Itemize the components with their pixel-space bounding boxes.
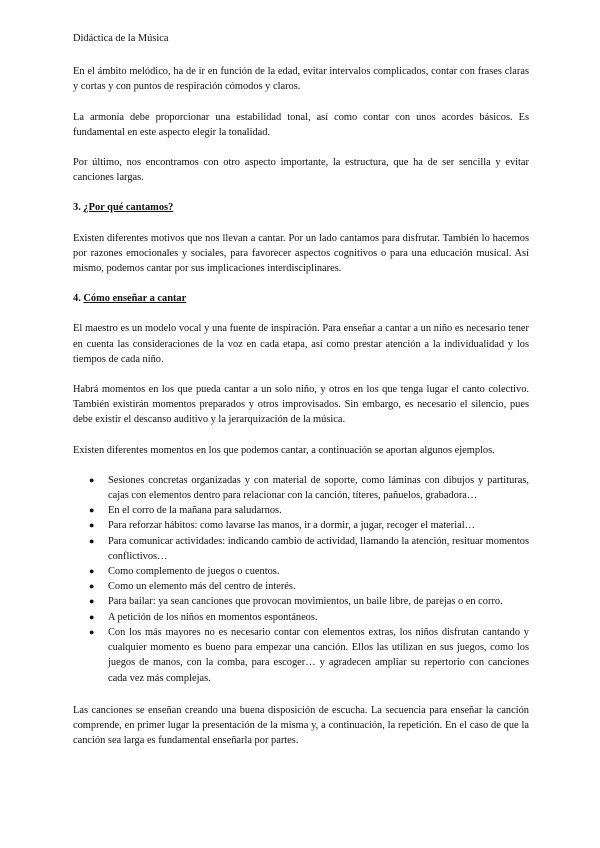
- list-item: ● Con los más mayores no es necesario contar con elementos extras, los niños disfrutan cantando y cualquier momento es bueno para empezar una canción. Ellos las utilizan en sus juegos, como los juegos de manos, con la comba, para escoger… y agradecen ampliar su repertorio con canciones cada vez más complejas.: [89, 626, 529, 684]
- list-item: ● Para comunicar actividades: indicando cambio de actividad, llamando la atención, resituar momentos conflictivos…: [89, 535, 529, 562]
- list-item: ● A petición de los niños en momentos espontáneos.: [73, 610, 529, 625]
- bullet-icon: ●: [89, 581, 95, 592]
- section-4-heading: [73, 291, 529, 306]
- list-item: ● Para bailar: ya sean canciones que provocan movimientos, un baile libre, de parejas o en corro.: [73, 594, 529, 609]
- list-item: ● Como complemento de juegos o cuentos.: [73, 564, 529, 579]
- bullet-icon: ●: [89, 626, 95, 637]
- section-4-paragraph-examples: Existen diferentes momentos en los que podemos cantar, a continuación se aportan algunos ejemplos.: [73, 444, 495, 456]
- list-item: ● Para reforzar hábitos: como lavarse las manos, ir a dormir, a jugar, recoger el material…: [73, 518, 529, 533]
- bullet-icon: ●: [89, 611, 95, 622]
- paragraph-structure: Por último, nos encontramos con otro aspecto importante, la estructura, que ha de ser sencilla y evitar canciones largas.: [73, 157, 529, 184]
- bullet-icon: ●: [89, 566, 95, 577]
- examples-list: [73, 473, 529, 686]
- paragraph-melody: En el ámbito melódico, ha de ir en función de la edad, evitar intervalos complicados, contar con frases claras y cortas y con puntos de respiración cómodos y claros.: [73, 66, 529, 93]
- list-item: ● Sesiones concretas organizadas y con material de soporte, como láminas con dibujos y partituras, cajas con elementos dentro para relacionar con la canción, títeres, pañuelos, grabadora…: [89, 474, 529, 502]
- section-4-number: 4.: [73, 293, 81, 305]
- list-item: ● Como un elemento más del centro de interés.: [73, 579, 529, 594]
- section-4-paragraph-teacher: El maestro es un modelo vocal y una fuente de inspiración. Para enseñar a cantar a un niño es necesario tener en cuenta las consideraciones de la voz en cada etapa, así como prestar atención a la individualidad y los tiempos de cada niño.: [73, 323, 529, 365]
- bullet-icon: ●: [89, 474, 95, 485]
- bullet-icon: ●: [89, 535, 95, 546]
- section-3-heading: [73, 200, 529, 215]
- bullet-icon: ●: [89, 505, 95, 516]
- bullet-icon: ●: [89, 596, 95, 607]
- section-4-closing-paragraph: Las canciones se enseñan creando una buena disposición de escucha. La secuencia para enseñar la canción comprende, en primer lugar la presentación de la misma y, a continuación, la repetición. En el caso de que la canción sea larga es fundamental enseñarla por partes.: [73, 704, 529, 747]
- section-3-number: 3.: [73, 202, 81, 214]
- section-3-title: ¿Por qué cantamos?: [83, 202, 174, 214]
- bullet-icon: ●: [89, 520, 95, 531]
- document-header: Didáctica de la Música: [73, 33, 169, 44]
- document-page: [73, 31, 529, 763]
- section-3-paragraph: Existen diferentes motivos que nos llevan a cantar. Por un lado cantamos para disfrutar. También lo hacemos por razones emocionales y sociales, para favorecer aspectos cognitivos o para una educación musical. Así mismo, podemos cantar por sus implicaciones interdisciplinares.: [73, 232, 529, 275]
- list-item: ● En el corro de la mañana para saludarnos.: [73, 503, 529, 518]
- section-4-title: Cómo enseñar a cantar: [83, 293, 187, 305]
- section-4-paragraph-moments: Habrá momentos en los que pueda cantar a un solo niño, y otros en los que tenga lugar el canto colectivo. También existirán momentos preparados y otros improvisados. Sin embargo, es necesario el silencio, pues debe existir el descanso auditivo y la jerarquización de la música.: [73, 384, 529, 426]
- paragraph-harmony: La armonía debe proporcionar una estabilidad tonal, así como contar con unos acordes básicos. Es fundamental en este aspecto elegir la tonalidad.: [73, 111, 529, 138]
